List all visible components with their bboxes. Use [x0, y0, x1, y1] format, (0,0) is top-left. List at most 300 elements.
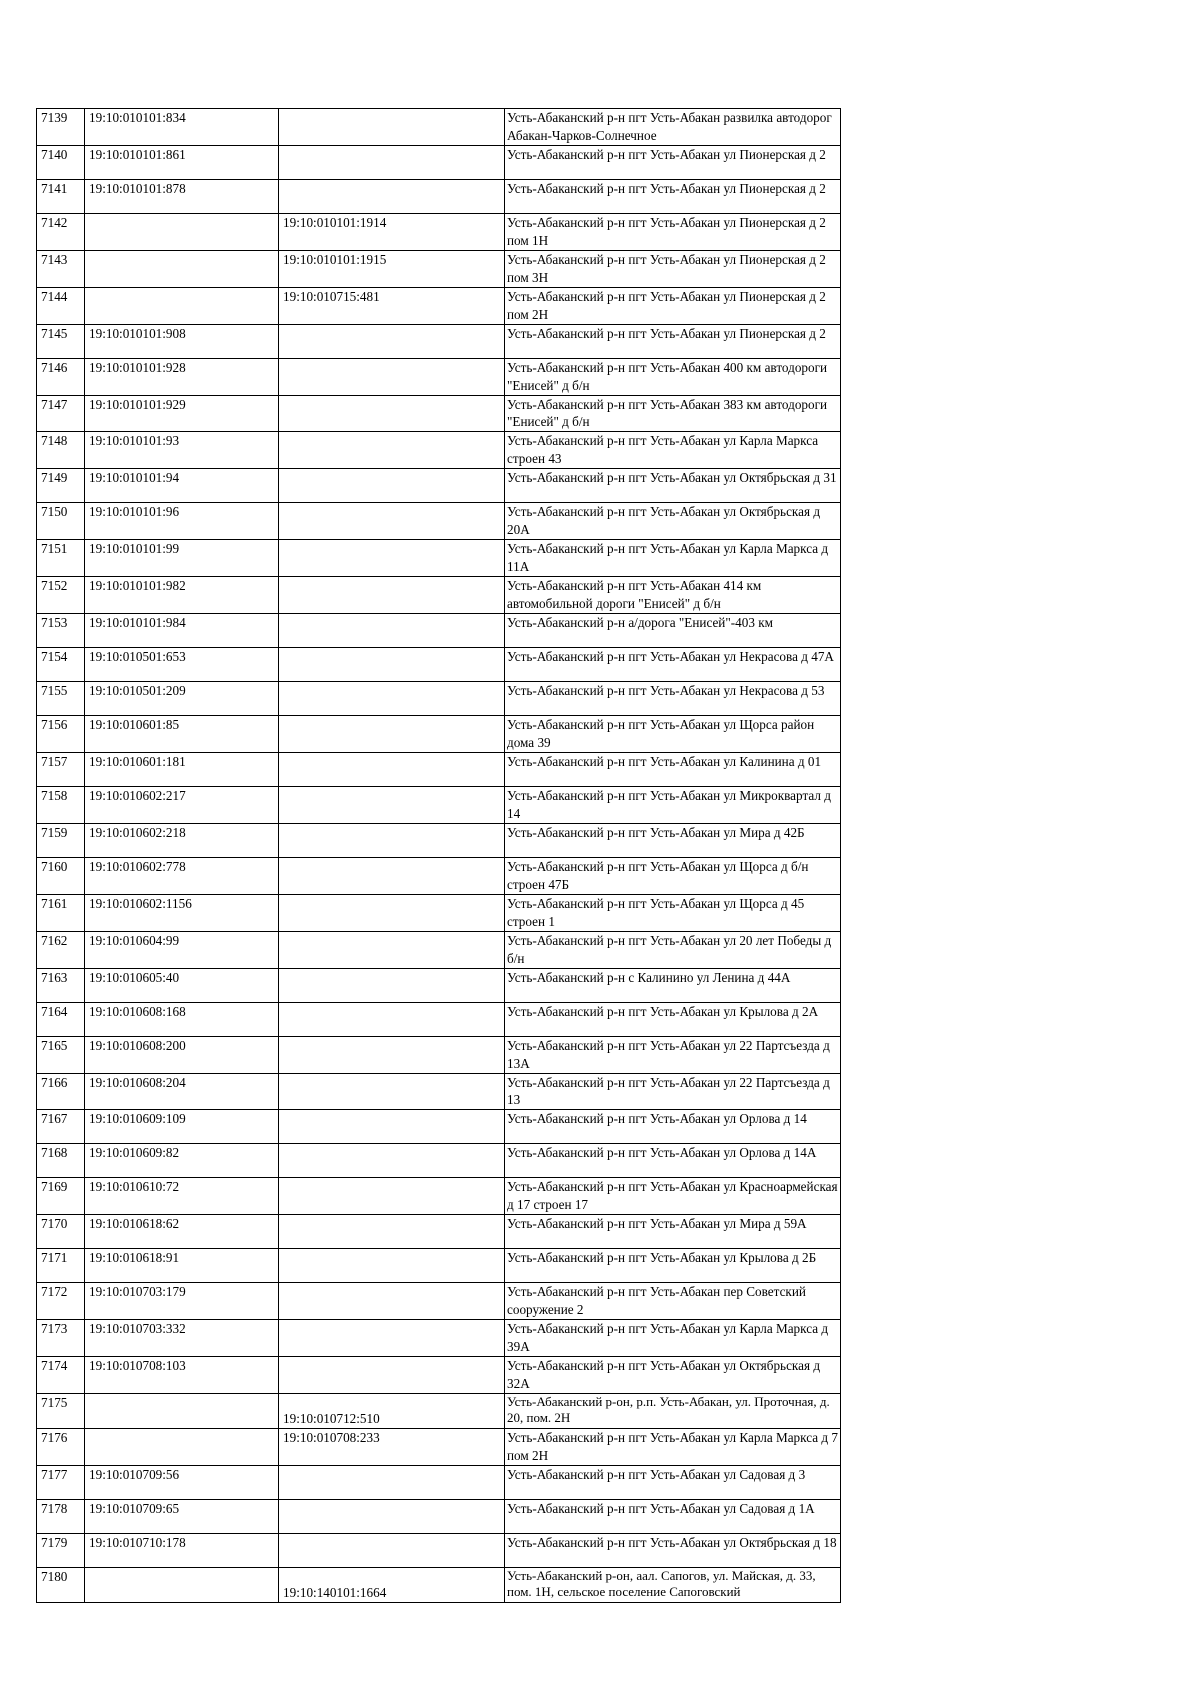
table-row: [37, 179, 841, 213]
cadastral-number-cell: [85, 179, 279, 213]
address-cell: [505, 1110, 841, 1144]
cadastral-number-text: 19:10:010609:82: [89, 1145, 180, 1161]
address-cell: [505, 968, 841, 1002]
row-number-cell: [37, 1144, 85, 1178]
cadastral-number-text: 19:10:010501:653: [89, 649, 186, 665]
address-text: Усть-Абаканский р-н пгт Усть-Абакан ул Орлова д 14А: [507, 1145, 817, 1161]
address-text: Усть-Абаканский р-н пгт Усть-Абакан ул 22 Партсъезда д 13: [507, 1074, 830, 1108]
premises-cadastral-number-cell: [279, 1144, 505, 1178]
premises-cadastral-number-cell: [279, 1110, 505, 1144]
address-text: Усть-Абаканский р-н пгт Усть-Абакан ул Некрасова д 47А: [507, 649, 834, 665]
cadastral-number-cell: [85, 857, 279, 894]
address-text: Усть-Абаканский р-н пгт Усть-Абакан ул Пионерская д 2: [507, 325, 826, 341]
property-register-table: [36, 108, 841, 1603]
row-number-cell: [37, 1002, 85, 1036]
row-number-text: 7179: [41, 1534, 68, 1550]
premises-cadastral-number-cell: [279, 1357, 505, 1394]
address-cell: [505, 1499, 841, 1533]
table-row: [37, 1428, 841, 1465]
premises-cadastral-number-text: 19:10:010101:1914: [283, 214, 387, 230]
cadastral-number-cell: [85, 145, 279, 179]
premises-cadastral-number-text: 19:10:010715:481: [283, 288, 380, 304]
premises-cadastral-number-cell: [279, 894, 505, 931]
row-number-text: 7162: [41, 932, 68, 948]
row-number-cell: [37, 179, 85, 213]
address-text: Усть-Абаканский р-н пгт Усть-Абакан пер Советский сооружение 2: [507, 1284, 806, 1318]
row-number-text: 7140: [41, 146, 68, 162]
cadastral-number-cell: [85, 1249, 279, 1283]
address-text: Усть-Абаканский р-н пгт Усть-Абакан ул Калинина д 01: [507, 753, 822, 769]
row-number-text: 7176: [41, 1429, 68, 1445]
premises-cadastral-number-cell: [279, 1499, 505, 1533]
cadastral-number-text: 19:10:010605:40: [89, 969, 180, 985]
cadastral-number-cell: [85, 752, 279, 786]
cadastral-number-cell: [85, 894, 279, 931]
cadastral-number-text: 19:10:010618:91: [89, 1250, 180, 1266]
table-row: [37, 931, 841, 968]
row-number-text: 7154: [41, 649, 68, 665]
address-cell: [505, 1073, 841, 1110]
address-cell: [505, 1394, 841, 1429]
premises-cadastral-number-cell: [279, 577, 505, 614]
cadastral-number-cell: [85, 250, 279, 287]
cadastral-number-text: 19:10:010101:861: [89, 146, 186, 162]
premises-cadastral-number-cell: [279, 1320, 505, 1357]
address-cell: [505, 395, 841, 432]
row-number-text: 7169: [41, 1179, 68, 1195]
cadastral-number-text: 19:10:010703:179: [89, 1284, 186, 1300]
address-text: Усть-Абаканский р-н пгт Усть-Абакан ул Пионерская д 2 пом 3Н: [507, 251, 826, 285]
cadastral-number-cell: [85, 358, 279, 395]
cadastral-number-cell: [85, 395, 279, 432]
row-number-text: 7146: [41, 359, 68, 375]
table-row: [37, 614, 841, 648]
table-row: [37, 109, 841, 146]
row-number-text: 7151: [41, 541, 68, 557]
table-row: [37, 1036, 841, 1073]
cadastral-number-text: 19:10:010608:204: [89, 1074, 186, 1090]
cadastral-number-text: 19:10:010609:109: [89, 1111, 186, 1127]
table-row: [37, 1110, 841, 1144]
row-number-text: 7165: [41, 1037, 68, 1053]
table-row: [37, 823, 841, 857]
row-number-cell: [37, 968, 85, 1002]
row-number-text: 7172: [41, 1284, 68, 1300]
row-number-cell: [37, 1178, 85, 1215]
cadastral-number-text: 19:10:010101:93: [89, 433, 180, 449]
premises-cadastral-number-cell: [279, 752, 505, 786]
row-number-cell: [37, 145, 85, 179]
cadastral-number-cell: [85, 931, 279, 968]
address-text: Усть-Абаканский р-н пгт Усть-Абакан ул Некрасова д 53: [507, 683, 825, 699]
address-text: Усть-Абаканский р-н пгт Усть-Абакан ул Мира д 42Б: [507, 824, 805, 840]
table-row: [37, 1283, 841, 1320]
cadastral-number-text: 19:10:010618:62: [89, 1216, 180, 1232]
table-row: [37, 857, 841, 894]
premises-cadastral-number-cell: [279, 1428, 505, 1465]
address-text: Усть-Абаканский р-н пгт Усть-Абакан ул 20 лет Победы д б/н: [507, 932, 832, 966]
address-text: Усть-Абаканский р-н пгт Усть-Абакан 400 км автодороги "Енисей" д б/н: [507, 359, 828, 393]
address-text: Усть-Абаканский р-н пгт Усть-Абакан ул Октябрьская д 32А: [507, 1358, 821, 1392]
table-row: [37, 1465, 841, 1499]
premises-cadastral-number-cell: [279, 469, 505, 503]
address-cell: [505, 287, 841, 324]
row-number-text: 7141: [41, 180, 68, 196]
premises-cadastral-number-cell: [279, 540, 505, 577]
premises-cadastral-number-cell: [279, 324, 505, 358]
row-number-text: 7168: [41, 1145, 68, 1161]
address-cell: [505, 716, 841, 753]
row-number-cell: [37, 1036, 85, 1073]
premises-cadastral-number-cell: [279, 213, 505, 250]
table-row: [37, 213, 841, 250]
premises-cadastral-number-cell: [279, 1394, 505, 1429]
premises-cadastral-number-cell: [279, 1178, 505, 1215]
cadastral-number-cell: [85, 1002, 279, 1036]
table-row: [37, 1533, 841, 1567]
address-cell: [505, 1144, 841, 1178]
address-cell: [505, 577, 841, 614]
premises-cadastral-number-cell: [279, 857, 505, 894]
cadastral-number-cell: [85, 823, 279, 857]
address-cell: [505, 1178, 841, 1215]
premises-cadastral-number-cell: [279, 1567, 505, 1602]
premises-cadastral-number-cell: [279, 1215, 505, 1249]
cadastral-number-text: 19:10:010501:209: [89, 683, 186, 699]
table-row: [37, 894, 841, 931]
premises-cadastral-number-cell: [279, 682, 505, 716]
address-cell: [505, 109, 841, 146]
address-cell: [505, 250, 841, 287]
premises-cadastral-number-text: 19:10:140101:1664: [283, 1584, 387, 1600]
table-row: [37, 1320, 841, 1357]
table-row: [37, 145, 841, 179]
table-row: [37, 1249, 841, 1283]
address-text: Усть-Абаканский р-он, р.п. Усть-Абакан, ул. Проточная, д. 20, пом. 2Н: [507, 1394, 830, 1425]
cadastral-number-text: 19:10:010708:103: [89, 1358, 186, 1374]
premises-cadastral-number-cell: [279, 358, 505, 395]
premises-cadastral-number-text: 19:10:010712:510: [283, 1411, 380, 1427]
premises-cadastral-number-cell: [279, 179, 505, 213]
table-row: [37, 469, 841, 503]
row-number-cell: [37, 1249, 85, 1283]
address-cell: [505, 752, 841, 786]
cadastral-number-cell: [85, 213, 279, 250]
row-number-cell: [37, 503, 85, 540]
row-number-text: 7148: [41, 433, 68, 449]
table-row: [37, 503, 841, 540]
cadastral-number-text: 19:10:010601:85: [89, 717, 180, 733]
table-row: [37, 648, 841, 682]
premises-cadastral-number-cell: [279, 823, 505, 857]
premises-cadastral-number-cell: [279, 1533, 505, 1567]
row-number-cell: [37, 931, 85, 968]
address-cell: [505, 823, 841, 857]
premises-cadastral-number-cell: [279, 614, 505, 648]
table-row: [37, 395, 841, 432]
cadastral-number-text: 19:10:010608:200: [89, 1037, 186, 1053]
row-number-cell: [37, 540, 85, 577]
cadastral-number-cell: [85, 1110, 279, 1144]
row-number-text: 7157: [41, 753, 68, 769]
cadastral-number-cell: [85, 1499, 279, 1533]
cadastral-number-text: 19:10:010101:908: [89, 325, 186, 341]
premises-cadastral-number-cell: [279, 1465, 505, 1499]
table-row: [37, 1144, 841, 1178]
row-number-cell: [37, 716, 85, 753]
cadastral-number-cell: [85, 469, 279, 503]
address-text: Усть-Абаканский р-н пгт Усть-Абакан ул Пионерская д 2: [507, 146, 826, 162]
cadastral-number-cell: [85, 1357, 279, 1394]
address-text: Усть-Абаканский р-н пгт Усть-Абакан ул Октябрьская д 20А: [507, 504, 821, 538]
row-number-text: 7150: [41, 504, 68, 520]
row-number-text: 7161: [41, 895, 68, 911]
address-text: Усть-Абаканский р-н пгт Усть-Абакан ул Пионерская д 2: [507, 180, 826, 196]
address-text: Усть-Абаканский р-н пгт Усть-Абакан ул Красноармейская д 17 строен 17: [507, 1179, 838, 1213]
row-number-cell: [37, 1283, 85, 1320]
table-row: [37, 287, 841, 324]
premises-cadastral-number-text: 19:10:010101:1915: [283, 251, 387, 267]
cadastral-number-cell: [85, 1073, 279, 1110]
row-number-cell: [37, 614, 85, 648]
premises-cadastral-number-cell: [279, 1073, 505, 1110]
row-number-cell: [37, 109, 85, 146]
table-row: [37, 1394, 841, 1429]
row-number-cell: [37, 358, 85, 395]
premises-cadastral-number-cell: [279, 968, 505, 1002]
cadastral-number-cell: [85, 1567, 279, 1602]
address-cell: [505, 145, 841, 179]
row-number-text: 7145: [41, 325, 68, 341]
cadastral-number-text: 19:10:010610:72: [89, 1179, 180, 1195]
cadastral-number-text: 19:10:010709:65: [89, 1500, 180, 1516]
address-cell: [505, 1249, 841, 1283]
table-row: [37, 1002, 841, 1036]
cadastral-number-cell: [85, 1320, 279, 1357]
table-row: [37, 1178, 841, 1215]
row-number-text: 7178: [41, 1500, 68, 1516]
row-number-text: 7147: [41, 396, 68, 412]
cadastral-number-text: 19:10:010101:982: [89, 578, 186, 594]
cadastral-number-text: 19:10:010601:181: [89, 753, 186, 769]
cadastral-number-text: 19:10:010710:178: [89, 1534, 186, 1550]
cadastral-number-cell: [85, 1465, 279, 1499]
table-row: [37, 1567, 841, 1602]
address-text: Усть-Абаканский р-н пгт Усть-Абакан ул Пионерская д 2 пом 1Н: [507, 214, 826, 248]
address-cell: [505, 358, 841, 395]
row-number-cell: [37, 1215, 85, 1249]
premises-cadastral-number-cell: [279, 1249, 505, 1283]
row-number-cell: [37, 1394, 85, 1429]
table-row: [37, 324, 841, 358]
address-text: Усть-Абаканский р-н пгт Усть-Абакан 414 км автомобильной дороги "Енисей" д б/н: [507, 578, 762, 612]
row-number-text: 7139: [41, 110, 68, 125]
row-number-text: 7143: [41, 251, 68, 267]
address-text: Усть-Абаканский р-н пгт Усть-Абакан ул Мира д 59А: [507, 1216, 807, 1232]
row-number-cell: [37, 1110, 85, 1144]
row-number-cell: [37, 324, 85, 358]
row-number-text: 7170: [41, 1216, 68, 1232]
row-number-cell: [37, 1357, 85, 1394]
row-number-text: 7158: [41, 787, 68, 803]
address-cell: [505, 469, 841, 503]
table-body: [37, 109, 841, 1603]
cadastral-number-cell: [85, 614, 279, 648]
row-number-text: 7166: [41, 1074, 68, 1090]
row-number-text: 7180: [41, 1568, 68, 1584]
row-number-cell: [37, 1533, 85, 1567]
address-cell: [505, 786, 841, 823]
row-number-cell: [37, 1428, 85, 1465]
table-row: [37, 682, 841, 716]
row-number-text: 7167: [41, 1111, 68, 1127]
table-row: [37, 250, 841, 287]
cadastral-number-text: 19:10:010604:99: [89, 932, 180, 948]
row-number-cell: [37, 1499, 85, 1533]
row-number-cell: [37, 786, 85, 823]
cadastral-number-text: 19:10:010709:56: [89, 1466, 180, 1482]
row-number-cell: [37, 469, 85, 503]
address-text: Усть-Абаканский р-н пгт Усть-Абакан ул Октябрьская д 31: [507, 470, 837, 486]
address-text: Усть-Абаканский р-н пгт Усть-Абакан ул Садовая д 1А: [507, 1500, 815, 1516]
address-text: Усть-Абаканский р-н пгт Усть-Абакан ул Пионерская д 2 пом 2Н: [507, 288, 826, 322]
premises-cadastral-number-cell: [279, 1036, 505, 1073]
row-number-cell: [37, 682, 85, 716]
cadastral-number-cell: [85, 716, 279, 753]
address-cell: [505, 540, 841, 577]
premises-cadastral-number-cell: [279, 503, 505, 540]
cadastral-number-text: 19:10:010602:218: [89, 824, 186, 840]
address-cell: [505, 1428, 841, 1465]
table-row: [37, 432, 841, 469]
row-number-text: 7156: [41, 717, 68, 733]
row-number-text: 7175: [41, 1395, 68, 1411]
address-cell: [505, 324, 841, 358]
address-text: Усть-Абаканский р-н пгт Усть-Абакан ул Щорса район дома 39: [507, 717, 815, 751]
cadastral-number-cell: [85, 1283, 279, 1320]
cadastral-number-text: 19:10:010608:168: [89, 1003, 186, 1019]
row-number-cell: [37, 894, 85, 931]
cadastral-number-text: 19:10:010602:778: [89, 858, 186, 874]
address-text: Усть-Абаканский р-н пгт Усть-Абакан ул Карла Маркса д 11А: [507, 541, 829, 575]
row-number-text: 7153: [41, 615, 68, 631]
address-text: Усть-Абаканский р-н пгт Усть-Абакан ул Щорса д б/н строен 47Б: [507, 858, 809, 892]
address-text: Усть-Абаканский р-н пгт Усть-Абакан ул Садовая д 3: [507, 1466, 806, 1482]
address-text: Усть-Абаканский р-н пгт Усть-Абакан ул Щорса д 45 строен 1: [507, 895, 805, 929]
row-number-cell: [37, 1465, 85, 1499]
cadastral-number-cell: [85, 577, 279, 614]
address-cell: [505, 432, 841, 469]
cadastral-number-cell: [85, 109, 279, 146]
row-number-text: 7171: [41, 1250, 68, 1266]
cadastral-number-cell: [85, 1144, 279, 1178]
address-text: Усть-Абаканский р-н пгт Усть-Абакан ул Карла Маркса д 7 пом 2Н: [507, 1429, 838, 1463]
row-number-cell: [37, 213, 85, 250]
cadastral-number-cell: [85, 503, 279, 540]
row-number-text: 7160: [41, 858, 68, 874]
premises-cadastral-number-cell: [279, 395, 505, 432]
cadastral-number-text: 19:10:010703:332: [89, 1321, 186, 1337]
premises-cadastral-number-cell: [279, 931, 505, 968]
premises-cadastral-number-cell: [279, 287, 505, 324]
address-cell: [505, 648, 841, 682]
address-cell: [505, 1533, 841, 1567]
cadastral-number-text: 19:10:010101:99: [89, 541, 180, 557]
table-row: [37, 786, 841, 823]
table-row: [37, 358, 841, 395]
cadastral-number-cell: [85, 1428, 279, 1465]
row-number-cell: [37, 287, 85, 324]
table-row: [37, 1215, 841, 1249]
address-cell: [505, 682, 841, 716]
row-number-text: 7173: [41, 1321, 68, 1337]
cadastral-number-cell: [85, 324, 279, 358]
cadastral-number-cell: [85, 648, 279, 682]
cadastral-number-cell: [85, 287, 279, 324]
address-cell: [505, 857, 841, 894]
address-cell: [505, 1215, 841, 1249]
table-row: [37, 716, 841, 753]
address-text: Усть-Абаканский р-н пгт Усть-Абакан ул Крылова д 2А: [507, 1003, 819, 1019]
address-text: Усть-Абаканский р-н пгт Усть-Абакан ул 22 Партсъезда д 13А: [507, 1037, 830, 1071]
cadastral-number-cell: [85, 1036, 279, 1073]
cadastral-number-text: 19:10:010602:1156: [89, 895, 192, 911]
table-row: [37, 1357, 841, 1394]
cadastral-number-text: 19:10:010101:834: [89, 110, 186, 125]
address-cell: [505, 1320, 841, 1357]
row-number-text: 7159: [41, 824, 68, 840]
address-text: Усть-Абаканский р-н с Калинино ул Ленина д 44А: [507, 969, 791, 985]
row-number-cell: [37, 250, 85, 287]
table-row: [37, 1073, 841, 1110]
row-number-cell: [37, 1073, 85, 1110]
address-cell: [505, 931, 841, 968]
row-number-text: 7144: [41, 288, 68, 304]
premises-cadastral-number-cell: [279, 1283, 505, 1320]
cadastral-number-text: 19:10:010101:96: [89, 504, 180, 520]
premises-cadastral-number-cell: [279, 1002, 505, 1036]
cadastral-number-cell: [85, 1178, 279, 1215]
premises-cadastral-number-cell: [279, 109, 505, 146]
cadastral-number-text: 19:10:010101:878: [89, 180, 186, 196]
row-number-cell: [37, 823, 85, 857]
cadastral-number-cell: [85, 682, 279, 716]
address-text: Усть-Абаканский р-н а/дорога "Енисей"-403 км: [507, 615, 773, 631]
row-number-text: 7152: [41, 578, 68, 594]
cadastral-number-cell: [85, 1394, 279, 1429]
cadastral-number-text: 19:10:010101:94: [89, 470, 180, 486]
cadastral-number-cell: [85, 432, 279, 469]
table-row: [37, 540, 841, 577]
address-text: Усть-Абаканский р-он, аал. Сапогов, ул. Майская, д. 33, пом. 1Н, сельское поселение Сапоговский: [507, 1567, 816, 1599]
row-number-text: 7149: [41, 470, 68, 486]
address-cell: [505, 1465, 841, 1499]
address-cell: [505, 1357, 841, 1394]
cadastral-number-cell: [85, 968, 279, 1002]
table-row: [37, 968, 841, 1002]
row-number-cell: [37, 432, 85, 469]
address-text: Усть-Абаканский р-н пгт Усть-Абакан 383 км автодороги "Енисей" д б/н: [507, 396, 828, 430]
table-row: [37, 577, 841, 614]
address-text: Усть-Абаканский р-н пгт Усть-Абакан ул Орлова д 14: [507, 1111, 807, 1127]
address-text: Усть-Абаканский р-н пгт Усть-Абакан ул Карла Маркса д 39А: [507, 1321, 829, 1355]
address-cell: [505, 1283, 841, 1320]
address-text: Усть-Абаканский р-н пгт Усть-Абакан развилка автодорог Абакан-Чарков-Солнечное: [507, 110, 832, 143]
address-cell: [505, 1002, 841, 1036]
address-cell: [505, 179, 841, 213]
address-cell: [505, 894, 841, 931]
row-number-text: 7142: [41, 214, 68, 230]
